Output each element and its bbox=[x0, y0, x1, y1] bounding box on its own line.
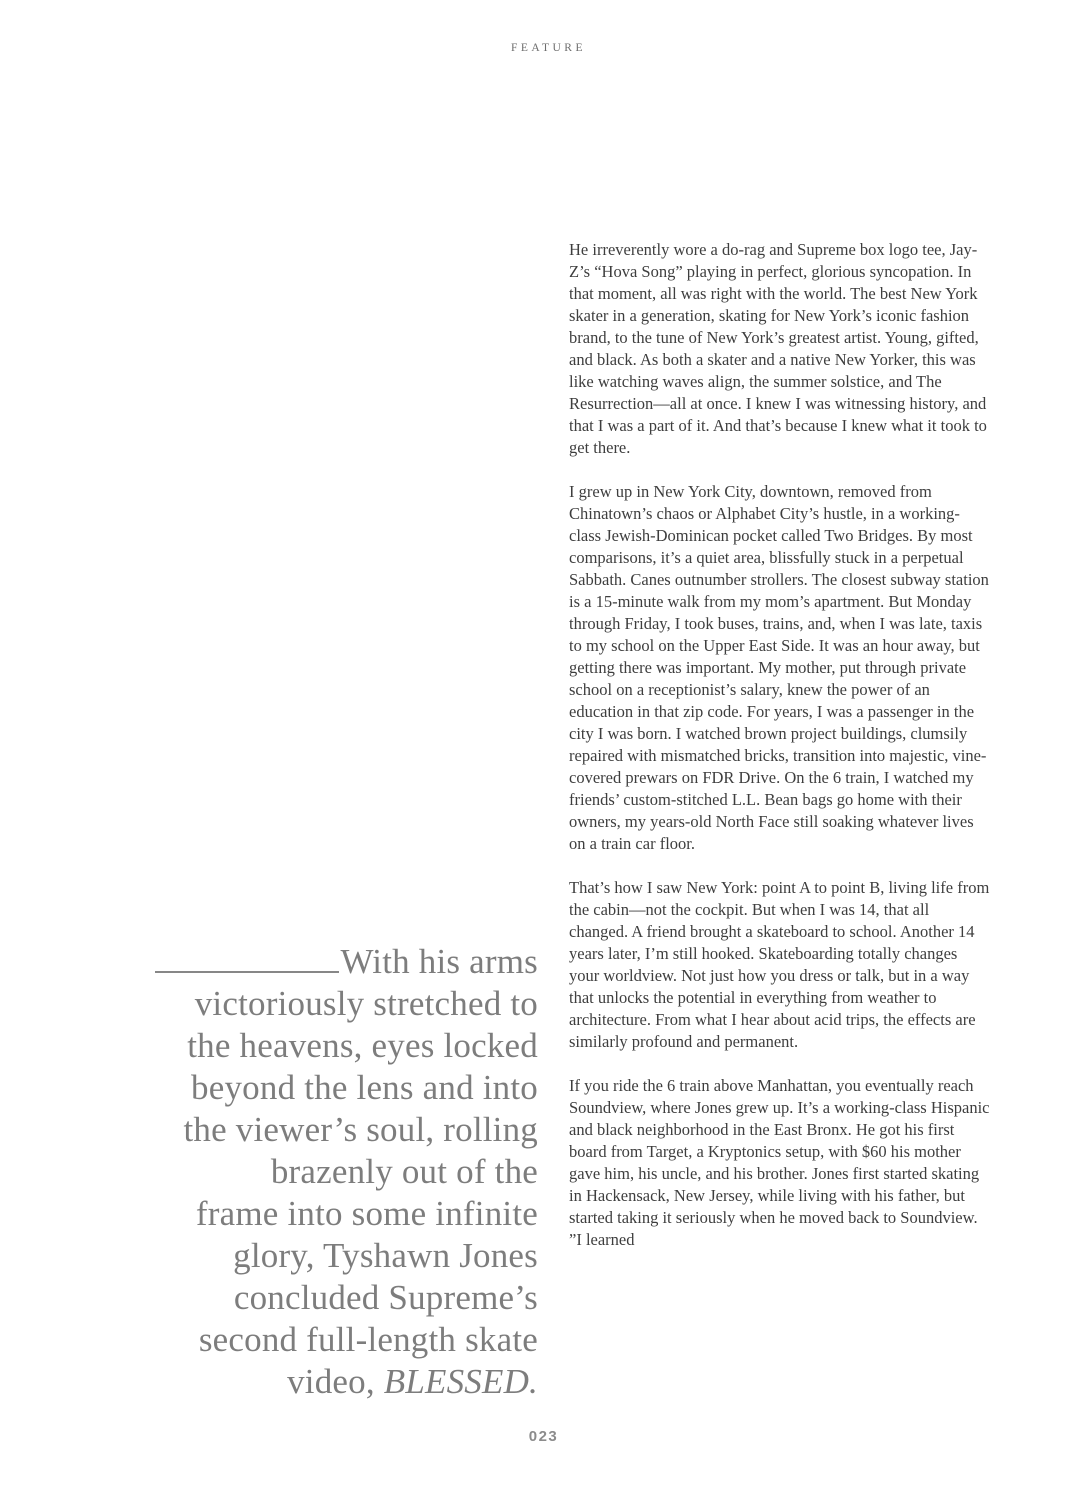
pullquote-line: the viewer’s soul, rolling bbox=[183, 1110, 538, 1149]
page-number: 023 bbox=[528, 1428, 559, 1445]
pullquote-line: brazenly out of the bbox=[270, 1152, 538, 1191]
pullquote-video-title: BLESSED. bbox=[383, 1362, 538, 1401]
pullquote-line: beyond the lens and into bbox=[191, 1068, 538, 1107]
article-body bbox=[569, 239, 990, 1251]
pullquote-line bbox=[58, 1361, 538, 1403]
article-paragraph: If you ride the 6 train above Manhattan, you eventually reach Soundview, where Jones grew up. It’s a working-class Hispanic and black neighborhood in the East Bronx. He got his first board from Target, a Kryptonics setup, with $60 his mother gave him, his uncle, and his brother. Jones first started skating in Hackensack, New Jersey, while living with his father, but started taking it seriously when he moved back to Soundview. ”I learned bbox=[569, 1076, 990, 1249]
pullquote-line: victoriously stretched to bbox=[194, 984, 538, 1023]
pull-quote bbox=[58, 941, 538, 1403]
pullquote-line-text: With his arms bbox=[340, 942, 538, 981]
pullquote-line: glory, Tyshawn Jones bbox=[233, 1236, 538, 1275]
pullquote-line-text: video, bbox=[287, 1362, 384, 1401]
section-label: FEATURE bbox=[511, 42, 586, 54]
pullquote-line: second full-length skate bbox=[198, 1320, 538, 1359]
pullquote-line: the heavens, eyes locked bbox=[187, 1026, 538, 1065]
article-paragraph: That’s how I saw New York: point A to point B, living life from the cabin—not the cockpit. But when I was 14, that all changed. A friend brought a skateboard to school. Another 14 years later, I’m still hooked. Skateboarding totally changes your worldview. Not just how you dress or talk, but in a way that unlocks the potential in everything from weather to architecture. From what I hear about acid trips, the effects are similarly profound and permanent. bbox=[569, 878, 990, 1051]
article-paragraph: He irreverently wore a do-rag and Supreme box logo tee, Jay-Z’s “Hova Song” playing in perfect, glorious syncopation. In that moment, all was right with the world. The best New York skater in a generation, skating for New York’s iconic fashion brand, to the tune of New York’s greatest artist. Young, gifted, and black. As both a skater and a native New Yorker, this was like watching waves align, the summer solstice, and The Resurrection—all at once. I knew I was witnessing history, and that I was a part of it. And that’s because I knew what it took to get there. bbox=[569, 240, 987, 457]
article-paragraph: I grew up in New York City, downtown, removed from Chinatown’s chaos or Alphabet City’s hustle, in a working-class Jewish-Dominican pocket called Two Bridges. By most comparisons, it’s a quiet area, blissfully stuck in a perpetual Sabbath. Canes outnumber strollers. The closest subway station is a 15-minute walk from my mom’s apartment. But Monday through Friday, I took buses, trains, and, when I was late, taxis to my school on the Upper East Side. It was an hour away, but getting there was important. My mother, put through private school on a receptionist’s salary, knew the power of an education in that zip code. For years, I was a passenger in the city I was born. I watched brown project buildings, clumsily repaired with mismatched bricks, transition into majestic, vine-covered prewars on FDR Drive. On the 6 train, I watched my friends’ custom-stitched L.L. Bean bags go home with their owners, my years-old North Face still soaking whatever lives on a train car floor. bbox=[569, 482, 989, 853]
pullquote-line bbox=[58, 941, 538, 983]
pullquote-line: frame into some infinite bbox=[195, 1194, 538, 1233]
pullquote-line: concluded Supreme’s bbox=[233, 1278, 538, 1317]
pullquote-leader-rule bbox=[155, 971, 339, 973]
